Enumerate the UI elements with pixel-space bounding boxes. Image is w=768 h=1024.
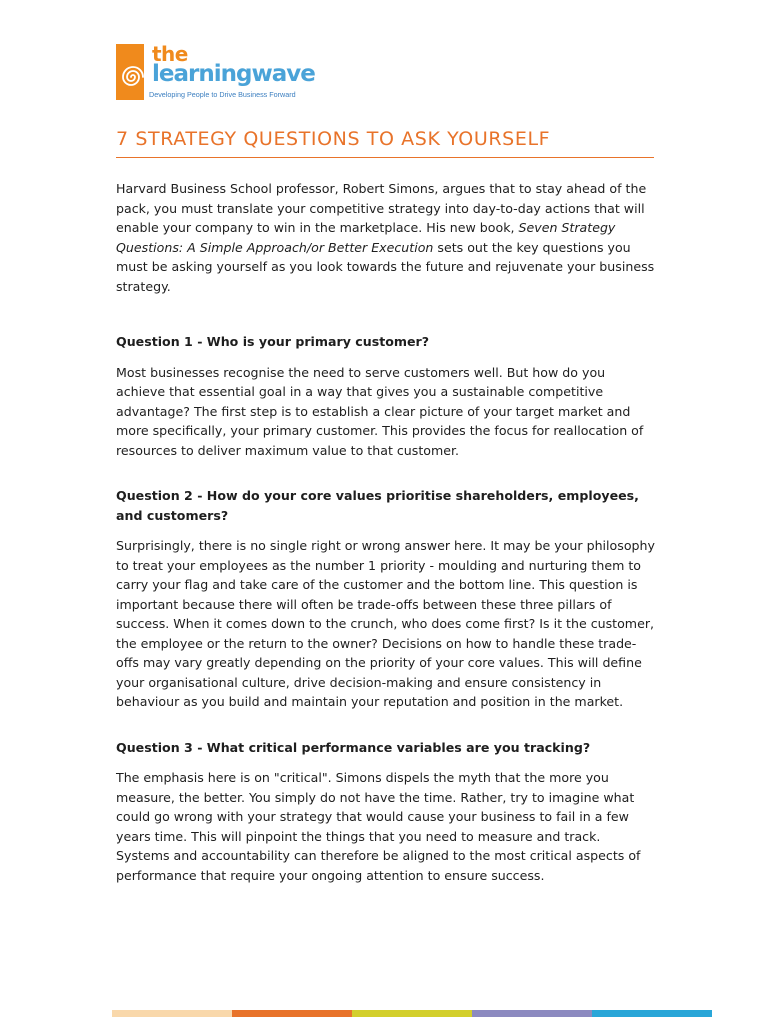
footer-segment — [112, 1010, 232, 1017]
question-2-heading: Question 2 - How do your core values prioritise shareholders, employees, and customers? — [116, 488, 639, 523]
title-divider — [116, 157, 654, 158]
company-logo — [116, 44, 316, 102]
footer-segment — [592, 1010, 712, 1017]
article-body — [116, 179, 656, 911]
footer-segment — [352, 1010, 472, 1017]
logo-the-text: the — [152, 42, 188, 66]
question-1-body: Most businesses recognise the need to serve customers well. But how do you achieve that essential goal in a way that gives you a sustainable competitive advantage? The first step is to establish a clear picture of your target market and more specifically, your primary customer. This provides the focus for reallocation of resources to deliver maximum value to that customer. — [116, 364, 644, 458]
question-3-heading: Question 3 - What critical performance variables are you tracking? — [116, 739, 591, 755]
spiral-icon — [118, 62, 148, 92]
page-title: 7 STRATEGY QUESTIONS TO ASK YOURSELF — [116, 128, 551, 150]
footer-color-bar — [112, 1010, 712, 1017]
question-1-heading: Question 1 - Who is your primary customer? — [116, 334, 430, 349]
question-2-body: Surprisingly, there is no single right or wrong answer here. It may be your philosophy to treat your employees as the number 1 priority - moulding and nurturing them to carry your flag and take care of the customer and the bottom line. This question is important because there will often be trade-offs between these three pillars of success. When it comes down to the crunch, who does come first? Is it the customer, the employee or the return to the owner? Decisions on how to handle these trade-offs may vary greatly depending on the priority of your core values. This will define your organisational culture, drive decision-making and ensure consistency in behaviour as you build and maintain your reputation and position in the market. — [116, 538, 655, 709]
logo-wordmark: learningwave — [152, 61, 315, 87]
book-title: Seven Strategy Questions: A Simple Approach/or Better Execution — [116, 220, 616, 255]
footer-segment — [232, 1010, 352, 1017]
footer-segment — [472, 1010, 592, 1017]
intro-text-before: Harvard Business School professor, Robert Simons, argues that to stay ahead of the pack, you must translate your competitive strategy into day-to-day actions that will enable your company to win in the marketplace. His new book, — [116, 181, 647, 235]
intro-paragraph — [116, 179, 656, 296]
question-3-body: The emphasis here is on "critical". Simons dispels the myth that the more you measure, the better. You simply do not have the time. Rather, try to imagine what could go wrong with your strategy that would cause your business to fail in a few years time. This will pinpoint the things that you need to measure and track. Systems and accountability can therefore be aligned to the most critical aspects of performance that require your ongoing attention to ensure success. — [116, 770, 641, 883]
logo-tagline: Developing People to Drive Business Forward — [149, 90, 296, 99]
intro-text-after: sets out the key questions you must be asking yourself as you look towards the future and rejuvenate your business strategy. — [116, 239, 655, 294]
